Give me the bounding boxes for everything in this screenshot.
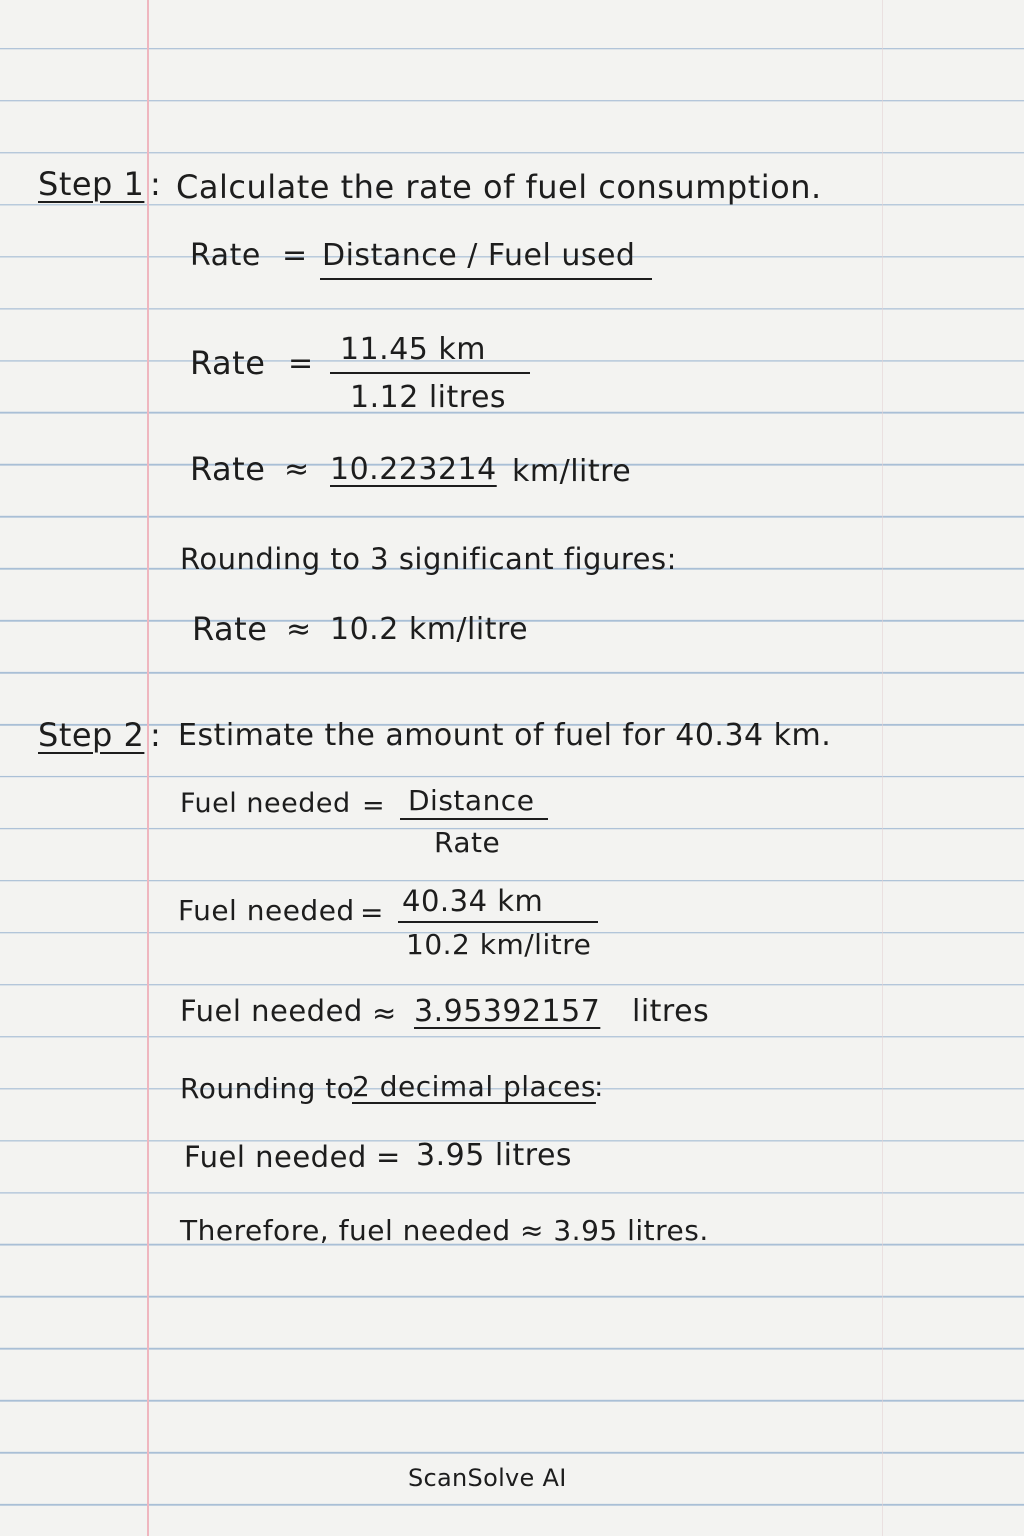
fraction-bar	[330, 372, 530, 374]
step2-formula-denominator: Rate	[434, 826, 501, 859]
step2-heading: Estimate the amount of fuel for 40.34 km.	[178, 718, 832, 753]
step2-rounding-prefix: Rounding to	[180, 1072, 355, 1105]
step2-formula-eq: =	[362, 790, 386, 821]
step1-frac-numerator: 11.45 km	[340, 332, 487, 367]
step2-colon: :	[150, 716, 162, 754]
formula-underline	[320, 278, 652, 280]
brand-watermark: ScanSolve AI	[408, 1464, 567, 1492]
step1-label: Step 1	[38, 165, 145, 203]
step1-result-eq: ≈	[286, 612, 312, 647]
step1-rounding-text: Rounding to 3 significant figures:	[180, 542, 677, 576]
step2-approx-lhs: Fuel needed	[180, 994, 363, 1028]
step2-approx-value: 3.95392157	[414, 994, 601, 1029]
step1-result-lhs: Rate	[192, 610, 268, 648]
step2-rounding-underlined: 2 decimal places	[352, 1070, 596, 1103]
step2-rounding-suffix: :	[594, 1070, 604, 1103]
red-margin-line	[147, 0, 149, 1536]
step2-label: Step 2	[38, 716, 145, 754]
step2-conclusion: Therefore, fuel needed ≈ 3.95 litres.	[180, 1214, 709, 1247]
step1-approx-lhs: Rate	[190, 450, 266, 488]
step1-heading: Calculate the rate of fuel consumption.	[176, 168, 822, 206]
fraction-bar	[400, 818, 548, 820]
step1-approx-value: 10.223214	[330, 452, 497, 487]
step2-result-value: 3.95 litres	[416, 1138, 573, 1173]
step2-result-eq: =	[376, 1140, 401, 1174]
step2-formula-lhs: Fuel needed	[180, 788, 351, 819]
step1-frac-denominator: 1.12 litres	[350, 380, 507, 415]
step1-approx-unit: km/litre	[512, 454, 632, 489]
step2-frac-numerator: 40.34 km	[402, 884, 544, 918]
right-margin-line	[882, 0, 883, 1536]
step2-frac-lhs: Fuel needed	[178, 894, 355, 927]
step2-approx-unit: litres	[632, 994, 710, 1029]
step1-approx-eq: ≈	[284, 452, 310, 487]
step1-frac-eq: =	[288, 346, 314, 381]
step1-formula-lhs: Rate	[190, 238, 261, 273]
step1-result-value: 10.2 km/litre	[330, 612, 529, 647]
step2-formula-numerator: Distance	[408, 784, 535, 817]
step2-frac-denominator: 10.2 km/litre	[406, 928, 592, 961]
step1-formula-eq: =	[282, 238, 308, 273]
step1-frac-lhs: Rate	[190, 344, 266, 382]
step1-colon: :	[150, 165, 162, 203]
step2-result-lhs: Fuel needed	[184, 1140, 367, 1174]
fraction-bar	[398, 921, 598, 923]
step2-approx-eq: ≈	[372, 996, 397, 1030]
step1-formula-rhs: Distance / Fuel used	[322, 238, 636, 273]
step2-frac-eq: =	[360, 896, 384, 929]
